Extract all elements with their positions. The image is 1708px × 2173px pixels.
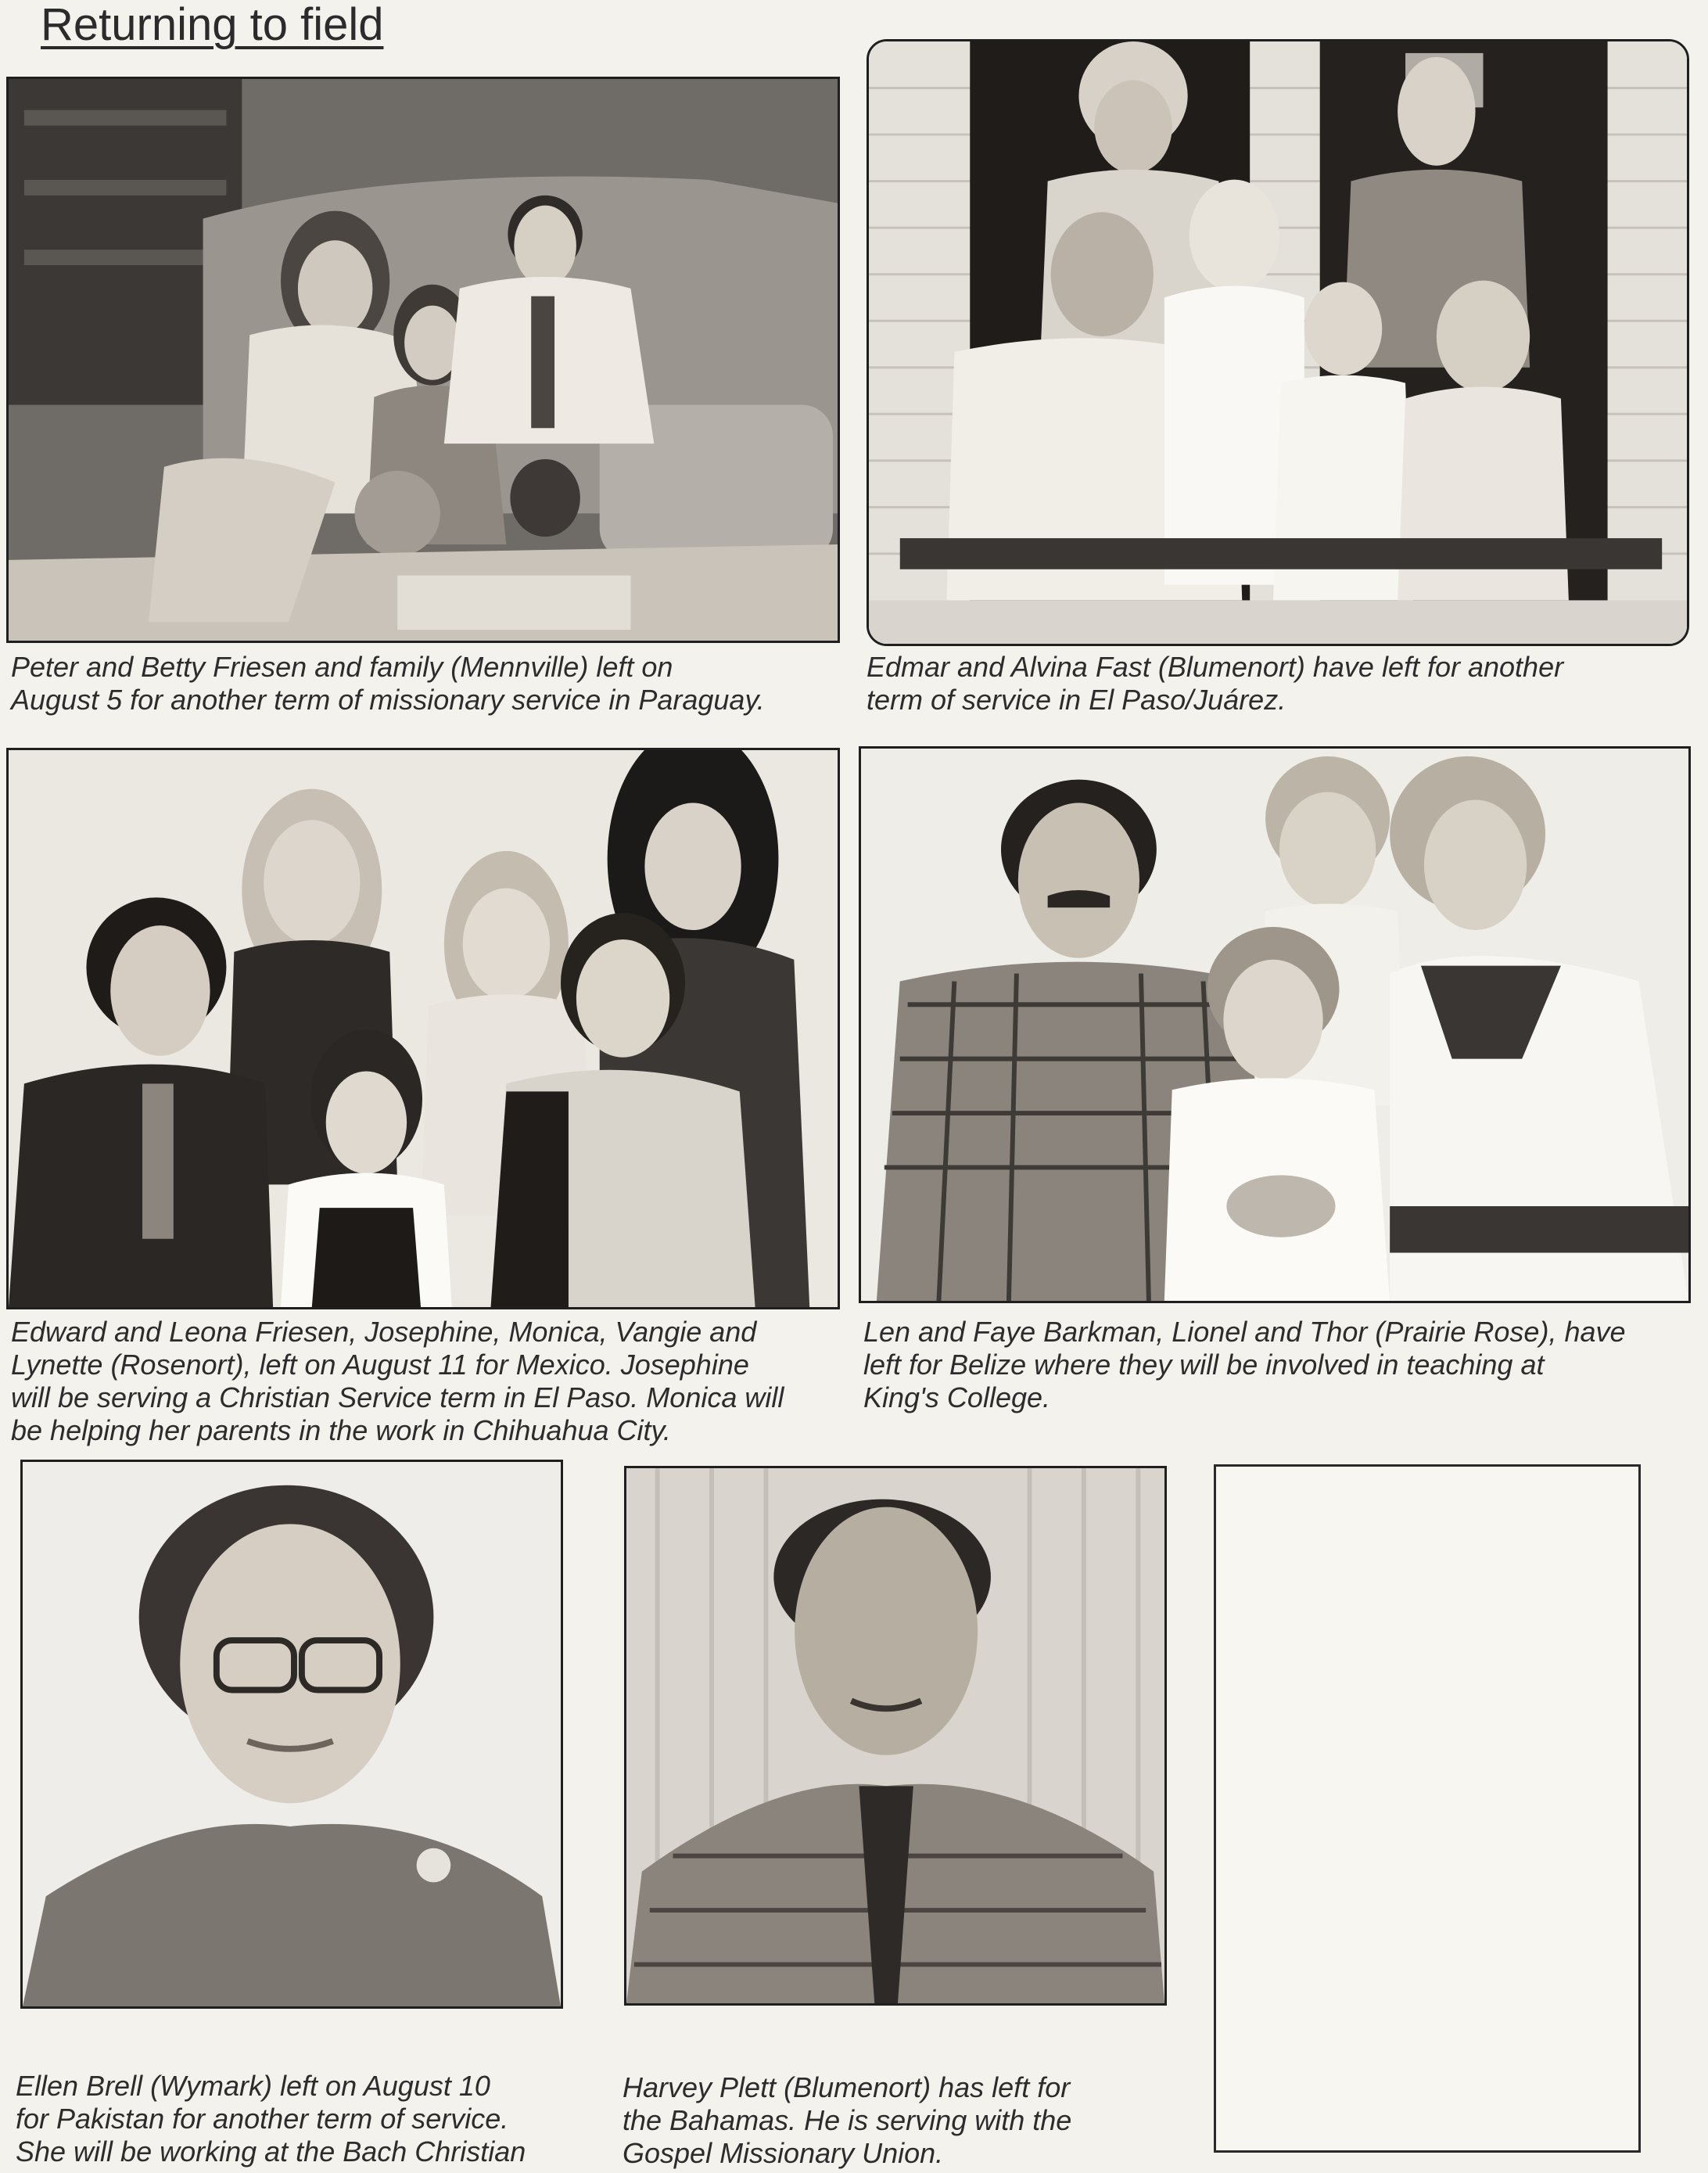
caption-friesen-mexico: Edward and Leona Friesen, Josephine, Monica, Vangie and Lynette (Rosenort), left on August 11 for Mexico. Josephine will be serving a Christian Service term in El Paso. Monica will be helping her parents in the work in Chihuahua City. <box>11 1316 784 1446</box>
caption-ellen-brell: Ellen Brell (Wymark) left on August 10 for Pakistan for another term of service. She will be working at the Bach Christian <box>16 2070 526 2168</box>
page-heading: Returning to field <box>41 0 384 50</box>
photo-friesen-paraguay <box>6 77 840 643</box>
caption-fast-el-paso: Edmar and Alvina Fast (Blumenort) have left for another term of service in El Paso/Juárez. <box>867 651 1564 716</box>
empty-frame <box>1214 1464 1641 2153</box>
photo-harvey-plett <box>624 1466 1167 2006</box>
photo-friesen-mexico <box>6 748 840 1309</box>
caption-friesen-paraguay: Peter and Betty Friesen and family (Mennville) left on August 5 for another term of missionary service in Paraguay. <box>11 651 765 716</box>
photo-ellen-brell <box>20 1460 563 2009</box>
photo-fast-el-paso <box>867 39 1689 646</box>
photo-barkman-belize <box>859 746 1691 1303</box>
caption-barkman-belize: Len and Faye Barkman, Lionel and Thor (Prairie Rose), have left for Belize where they will be involved in teaching at King's College. <box>863 1316 1626 1413</box>
caption-harvey-plett: Harvey Plett (Blumenort) has left for the Bahamas. He is serving with the Gospel Missionary Union. <box>623 2071 1072 2169</box>
